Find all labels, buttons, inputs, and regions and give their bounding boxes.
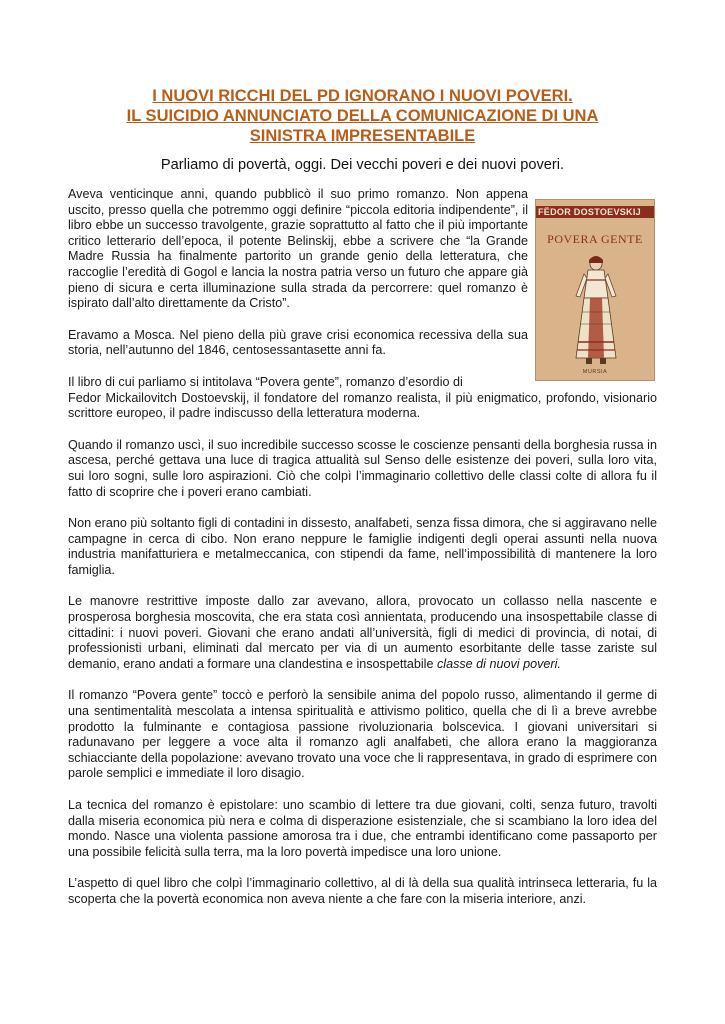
cover-publisher: MURSIA — [582, 369, 608, 375]
document-page — [68, 86, 657, 924]
paragraph-8: La tecnica del romanzo è epistolare: uno scambio di lettere tra due giovani, colti, senza futuro, travolti dalla miseria economica più nera e colma di disperazione esistenziale, che si scambiano la loro idea del mondo. Nasce una violenta passione amorosa tra i due, che entrambi identificano come passaporto per una possibile felicità sulla terra, ma la loro povertà impedisce una loro unione. — [68, 798, 657, 859]
paragraph-4: Quando il romanzo uscì, il suo incredibile successo scosse le coscienze pensanti della borghesia russa in ascesa, perché gettava una luce di tragica attualità sul Senso delle esistenze dei poveri, sulla loro vita, sui loro sogni, sulle loro aspirazioni. Ciò che colpì l’immaginario collettivo delle classi colte di allora fu il fatto di scoprire che i poveri erano cambiati. — [68, 437, 657, 499]
text-beside-cover — [68, 187, 528, 359]
book-cover-image — [535, 199, 655, 381]
article-title — [68, 86, 657, 146]
paragraph-5: Non erano più soltanto figli di contadini in dissesto, analfabeti, senza fissa dimora, che si aggiravano nelle campagne in cerca di cibo. Non erano neppure le famiglie indigenti degli operai assunti nella nuova industria manifatturiera e metalmeccanica, con stipendi da fame, nell’impossibilità di mantenere la loro famiglia. — [68, 516, 657, 577]
cover-author: FËDOR DOSTOEVSKIJ — [536, 206, 654, 218]
paragraph-7: Il romanzo “Povera gente” toccò e perforò la sensibile anima del popolo russo, alimentando il germe di una sentimentalità mescolata a intensa spiritualità e attivismo politico, quella che di lì a breve avrebbe prodotto la fulminante e contagiosa passione rivoluzionaria bolscevica. I giovani universitari si radunavano per leggere a voce alta il romanzo agli analfabeti, che allora erano la maggioranza schiacciante della popolazione: avevano trovato una voce che li rappresentava, in grado di esprimere con parole semplici e immediate il loro disagio. — [68, 688, 657, 781]
paragraph-1: Aveva venticinque anni, quando pubblicò il suo primo romanzo. Non appena uscito, presso quella che potremmo oggi definire “piccola editoria indipendente”, il libro ebbe un successo travolgente, grazie soprattutto al fatto che il più importante critico letterario dell’epoca, il potente Belinskij, ebbe a scrivere che “la Grande Madre Russia ha finalmente partorito un grande genio della letteratura, che raccoglie l’eredità di Gogol e lancia la nostra patria verso un futuro che appare già pieno di sicura e certa illuminazione sulla strada da percorrere: quel romanzo è ispirato dall’alto direttamente da Cristo”. — [68, 187, 528, 311]
article-subtitle: Parliamo di povertà, oggi. Dei vecchi poveri e dei nuovi poveri. — [160, 157, 565, 173]
paragraph-2: Eravamo a Mosca. Nel pieno della più grave crisi economica recessiva della sua storia, nell’autunno del 1846, centosessantasette anni fa. — [68, 327, 528, 358]
paragraph-6-italic: classe di nuovi poveri. — [436, 656, 561, 671]
cover-title: POVERA GENTE — [547, 232, 643, 246]
title-line-1: I NUOVI RICCHI DEL PD IGNORANO I NUOVI POVERI. — [152, 87, 573, 105]
paragraph-3-rest: Fedor Mickailovitch Dostoevskij, il fondatore del romanzo realista, il più enigmatico, profondo, visionario scrittore europeo, il padre indiscusso della letteratura moderna. — [68, 390, 657, 421]
peasant-woman-illustration — [536, 250, 655, 370]
paragraph-9: L’aspetto di quel libro che colpì l’immaginario collettivo, al di là della sua qualità intrinseca letteraria, fu la scoperta che la povertà economica non aveva niente a che fare con la miseria interiore, anzi. — [68, 876, 657, 906]
title-line-3: SINISTRA IMPRESENTABILE — [249, 127, 476, 145]
paragraph-6 — [68, 594, 657, 672]
title-line-2: IL SUICIDIO ANNUNCIATO DELLA COMUNICAZIONE DI UNA — [126, 107, 599, 125]
paragraph-3-first-line: Il libro di cui parliamo si intitolava “Povera gente”, romanzo d’esordio di — [68, 374, 463, 389]
paragraph-6-text: Le manovre restrittive imposte dallo zar avevano, allora, provocato un collasso nella nascente e prosperosa borghesia moscovita, che era stata così annientata, producendo una insospettabile classe di cittadini: i nuovi poveri. Giovani che erano andati all’università, figli di medici di provincia, di notai, di professionisti urbani, eliminati dal mercato per via di un aumento esorbitante delle tasse zariste sul demanio, erano andati a formare una clandestina e insospettabile — [68, 594, 657, 671]
paragraph-3 — [68, 375, 657, 422]
